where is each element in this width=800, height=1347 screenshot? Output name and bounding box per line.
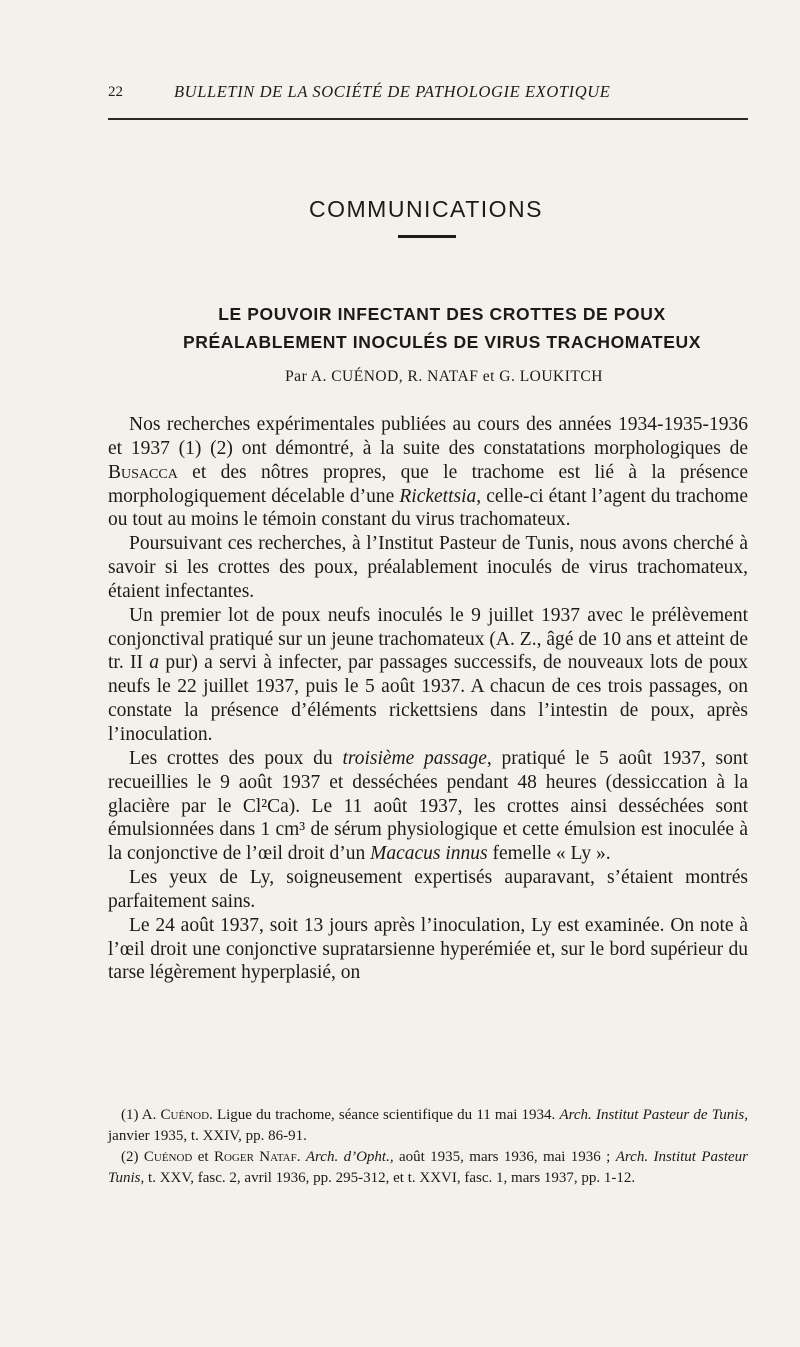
byline: Par A. CUÉNOD, R. NATAF et G. LOUKITCH	[285, 368, 603, 385]
footnote-1: (1) A. Cuénod. Ligue du trachome, séance scientifique du 11 mai 1934. Arch. Institut Pasteur de Tunis, janvier 1935, t. XXIV, pp. 86-91.	[108, 1107, 748, 1144]
running-head	[108, 82, 748, 108]
header-divider	[108, 118, 748, 120]
footnote-2: (2) Cuénod et Roger Nataf. Arch. d’Opht., août 1935, mars 1936, mai 1936 ; Arch. Institut Pasteur Tunis, t. XXV, fasc. 2, avril 1936, pp. 295-312, et t. XXVI, fasc. 1, mars 1937, pp. 1-12.	[108, 1149, 748, 1186]
body-paragraph-2: Poursuivant ces recherches, à l’Institut Pasteur de Tunis, nous avons cherché à savoir si les crottes des poux, préalablement inoculés de virus trachomateux, étaient infectantes.	[108, 533, 748, 602]
body-paragraph-5: Les yeux de Ly, soigneusement expertisés auparavant, s’étaient montrés parfaitement sains.	[108, 867, 748, 912]
journal-title: BULLETIN DE LA SOCIÉTÉ DE PATHOLOGIE EXOTIQUE	[174, 82, 611, 101]
article-title-line-2: PRÉALABLEMENT INOCULÉS DE VIRUS TRACHOMATEUX	[182, 332, 702, 352]
page-number: 22	[108, 84, 123, 100]
article-title-line-1: LE POUVOIR INFECTANT DES CROTTES DE POUX	[218, 304, 666, 324]
article-body	[108, 413, 748, 985]
footnotes	[108, 1105, 748, 1189]
body-paragraph-4: Les crottes des poux du troisième passage, pratiqué le 5 août 1937, sont recueillies le 9 août 1937 et desséchées pendant 48 heures (dessiccation à la glacière par le Cl²Ca). Le 11 août 1937, les crottes ainsi desséchées sont émulsionnées dans 1 cm³ de sérum physiologique et cette émulsion est inoculée à la conjonctive de l’œil droit d’un Macacus innus femelle « Ly ».	[108, 747, 748, 865]
section-title: COMMUNICATIONS	[309, 196, 543, 222]
section-divider	[398, 235, 456, 238]
body-paragraph-1: Nos recherches expérimentales publiées au cours des années 1934-1935-1936 et 1937 (1) (2) ont démontré, à la suite des constatations morphologiques de Busacca et des nôtres propres, que le trachome est lié à la présence morphologiquement décelable d’une Rickettsia, celle-ci étant l’agent du trachome ou tout au moins le témoin constant du virus trachomateux.	[108, 414, 748, 531]
body-paragraph-3: Un premier lot de poux neufs inoculés le 9 juillet 1937 avec le prélèvement conjonctival pratiqué sur un jeune trachomateux (A. Z., âgé de 10 ans et atteint de tr. II a pur) a servi à infecter, par passages successifs, de nouveaux lots de poux neufs le 22 juillet 1937, puis le 5 août 1937. A chacun de ces trois passages, on constate la présence d’éléments rickettsiens dans l’intestin de poux, après l’inoculation.	[108, 604, 748, 745]
body-paragraph-6: Le 24 août 1937, soit 13 jours après l’inoculation, Ly est examinée. On note à l’œil droit une conjonctive supratarsienne hyperémiée et, sur le bord supérieur du tarse légèrement hyperplasié, on	[108, 914, 748, 984]
article-title	[0, 300, 800, 356]
